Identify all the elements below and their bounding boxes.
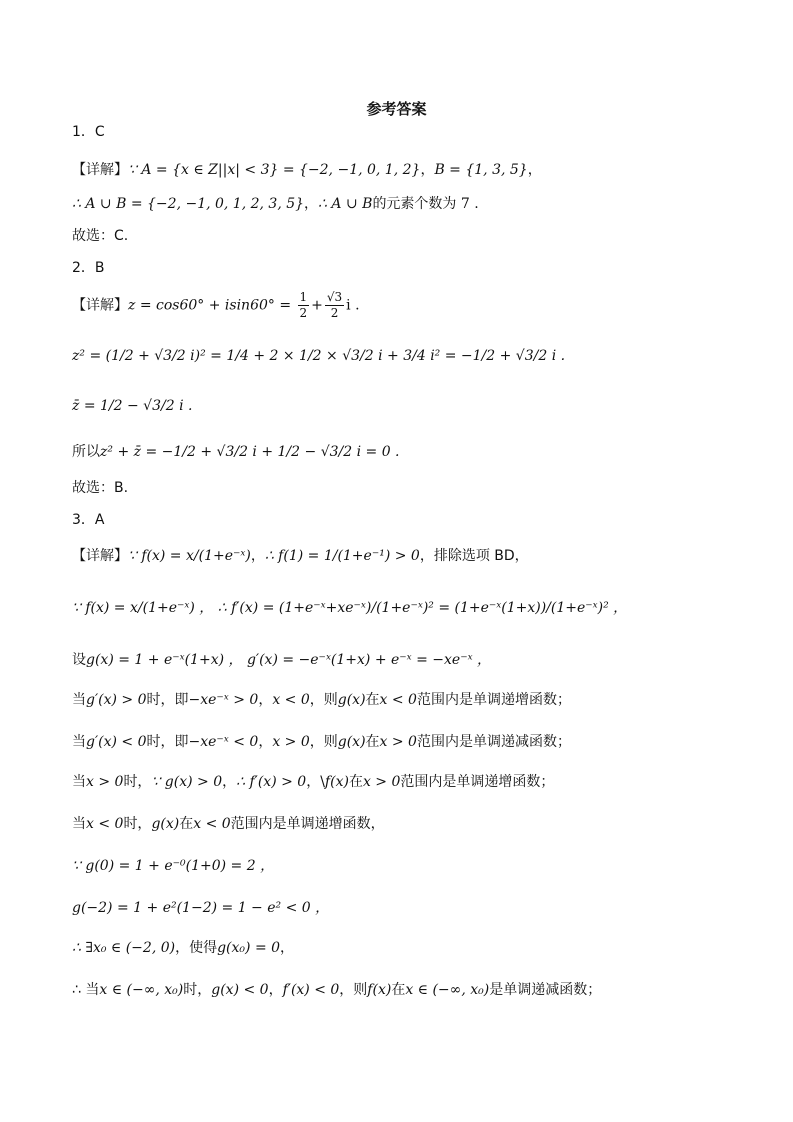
fraction: $\frac{√3}{2}$ bbox=[326, 290, 343, 320]
math-expr: g(x) < 0 bbox=[211, 982, 269, 998]
math-expr: z̄ = 1/2 − √3/2 i . bbox=[72, 398, 193, 414]
q1-detail-line-2 bbox=[72, 194, 479, 214]
body-text: 时， bbox=[183, 982, 212, 998]
q2-answer: 2．B bbox=[72, 260, 105, 276]
body-text: 是单调递减函数； bbox=[489, 982, 602, 998]
math-expr: x ∈ (−∞, x₀) bbox=[405, 982, 490, 998]
body-text: 当 bbox=[72, 692, 86, 708]
math-expr: z² = bbox=[72, 348, 102, 364]
q3-detail-line-2 bbox=[72, 598, 627, 618]
math-expr: x > 0 bbox=[379, 734, 417, 750]
math-expr: z² + z̄ = −1/2 + √3/2 i + 1/2 − √3/2 i = 0 . bbox=[100, 444, 400, 460]
q3-detail-line-10 bbox=[72, 938, 294, 958]
math-expr: g′(x) > 0 bbox=[86, 692, 147, 708]
q3-detail-line-3 bbox=[72, 650, 491, 670]
math-expr: 7 . bbox=[460, 196, 479, 212]
math-expr: ∴ ∃x₀ ∈ (−2, 0) bbox=[72, 940, 176, 956]
math-expr: ∵ f(x) = x/(1+e⁻ˣ) ， ∴ f′(x) = (1+e⁻ˣ+xe⁻ˣ)/(1+e⁻ˣ)² = (1+e⁻ˣ(1+x))/(1+e⁻ˣ)² ， bbox=[72, 600, 628, 616]
body-text: 在 bbox=[391, 982, 406, 998]
body-text: ，排除选项 BD， bbox=[419, 548, 529, 564]
q3-detail-line-6 bbox=[72, 772, 554, 792]
q2-conclusion: 故选：B. bbox=[72, 480, 129, 496]
math-expr: z = cos60° + isin60° = bbox=[128, 297, 292, 314]
q1-answer: 1．C bbox=[72, 124, 105, 140]
body-text: 时， bbox=[123, 774, 152, 790]
body-text: 在 bbox=[365, 734, 380, 750]
math-expr: g(x₀) = 0 bbox=[217, 940, 281, 956]
q3-detail-line-7 bbox=[72, 814, 385, 834]
math-expr: ∵ g(0) = 1 + e⁻⁰(1+0) = 2 ， bbox=[72, 858, 275, 874]
body-text: ，则 bbox=[339, 982, 368, 998]
math-expr: f(x) bbox=[324, 774, 349, 790]
body-text: 时，即 bbox=[146, 692, 189, 708]
q3-detail-line-4 bbox=[72, 690, 571, 710]
page-title: 参考答案 bbox=[366, 100, 427, 118]
q3-detail-line-8 bbox=[72, 856, 274, 876]
separator: ， bbox=[420, 162, 435, 178]
math-expr: x < 0 bbox=[272, 692, 310, 708]
math-expr: x < 0 bbox=[193, 816, 231, 832]
body-text: 在 bbox=[179, 816, 194, 832]
detail-label: 【详解】 bbox=[72, 297, 128, 314]
math-expr: x > 0 bbox=[272, 734, 310, 750]
fraction: $\frac{1}{2}$ bbox=[299, 290, 308, 320]
separator: ， bbox=[280, 940, 295, 956]
body-text: 设 bbox=[72, 652, 86, 668]
body-text: ，使得 bbox=[175, 940, 218, 956]
math-expr: ∴ A ∪ B = {−2, −1, 0, 1, 2, 3, 5} bbox=[72, 196, 305, 212]
q1-conclusion: 故选：C. bbox=[72, 228, 129, 244]
body-text: ∴ 当 bbox=[72, 982, 100, 998]
math-expr: x ∈ (−∞, x₀) bbox=[99, 982, 184, 998]
math-expr: B = {1, 3, 5} bbox=[434, 162, 528, 178]
math-expr: ∵ f(x) = x/(1+e⁻ˣ) bbox=[128, 548, 251, 564]
body-text: 当 bbox=[72, 734, 86, 750]
math-expr: ∵ A = {x ∈ Z||x| < 3} = {−2, −1, 0, 1, 2} bbox=[128, 162, 421, 178]
body-text: 在 bbox=[348, 774, 363, 790]
math-expr: ∴ f(1) = 1/(1+e⁻¹) > 0 bbox=[264, 548, 420, 564]
math-expr: i . bbox=[346, 297, 360, 314]
q1-detail-line-1 bbox=[72, 160, 542, 180]
detail-label: 【详解】 bbox=[72, 162, 128, 178]
math-expr: x < 0 bbox=[86, 816, 124, 832]
math-expr: f′(x) < 0 bbox=[282, 982, 340, 998]
body-text: 范围内是单调递增函数； bbox=[416, 692, 571, 708]
math-expr: g(x) bbox=[337, 692, 366, 708]
q3-answer: 3．A bbox=[72, 512, 105, 528]
math-expr: ∴ A ∪ B bbox=[318, 196, 373, 212]
body-text: 当 bbox=[72, 774, 86, 790]
body-text: 范围内是单调递增函数； bbox=[400, 774, 555, 790]
math-expr: x > 0 bbox=[362, 774, 401, 790]
math-expr: −xe⁻ˣ > 0 bbox=[188, 692, 259, 708]
q2-detail-line-1 bbox=[72, 290, 360, 321]
q3-detail-line-5 bbox=[72, 732, 571, 752]
separator: ， bbox=[268, 982, 283, 998]
body-text: 范围内是单调递减函数； bbox=[416, 734, 571, 750]
math-expr: −xe⁻ˣ < 0 bbox=[188, 734, 259, 750]
body-text: ，则 bbox=[309, 692, 338, 708]
math-expr: g(x) = 1 + e⁻ˣ(1+x) ， g′(x) = −e⁻ˣ(1+x) + e⁻ˣ = −xe⁻ˣ ， bbox=[86, 652, 492, 668]
body-text: ，则 bbox=[309, 734, 338, 750]
math-expr: x < 0 bbox=[379, 692, 417, 708]
separator: ， bbox=[222, 774, 237, 790]
math-expr: (1/2 + √3/2 i)² bbox=[105, 348, 206, 364]
q3-detail-line-1 bbox=[72, 546, 529, 566]
body-text: 在 bbox=[365, 692, 380, 708]
q2-detail-line-3 bbox=[72, 396, 192, 416]
body-text: 时， bbox=[123, 816, 152, 832]
math-expr: x > 0 bbox=[86, 774, 124, 790]
separator: ， bbox=[304, 196, 319, 212]
q3-detail-line-9 bbox=[72, 898, 329, 918]
body-text: ，\ bbox=[306, 774, 325, 790]
math-expr: g(−2) = 1 + e²(1−2) = 1 − e² < 0 ， bbox=[72, 900, 330, 916]
separator: ， bbox=[250, 548, 265, 564]
body-text: 当 bbox=[72, 816, 86, 832]
math-expr: ∵ g(x) > 0 bbox=[151, 774, 223, 790]
body-text: 所以 bbox=[72, 444, 100, 460]
detail-label: 【详解】 bbox=[72, 548, 128, 564]
q3-detail-line-11 bbox=[72, 980, 601, 1000]
separator: ， bbox=[527, 162, 542, 178]
math-expr: g(x) bbox=[337, 734, 366, 750]
q2-detail-line-2 bbox=[72, 346, 565, 366]
math-expr: = 1/4 + 2 × 1/2 × √3/2 i + 3/4 i² = −1/2 + √3/2 i . bbox=[210, 348, 566, 364]
body-text: 的元素个数为 bbox=[372, 196, 457, 212]
separator: ， bbox=[258, 692, 273, 708]
math-expr: g(x) bbox=[151, 816, 180, 832]
body-text: 时，即 bbox=[146, 734, 189, 750]
operator: + bbox=[311, 297, 323, 314]
separator: ， bbox=[258, 734, 273, 750]
math-expr: ∴ f′(x) > 0 bbox=[236, 774, 307, 790]
q2-detail-line-4 bbox=[72, 442, 400, 462]
body-text: 范围内是单调递增函数， bbox=[230, 816, 385, 832]
math-expr: g′(x) < 0 bbox=[86, 734, 147, 750]
math-expr: f(x) bbox=[367, 982, 392, 998]
